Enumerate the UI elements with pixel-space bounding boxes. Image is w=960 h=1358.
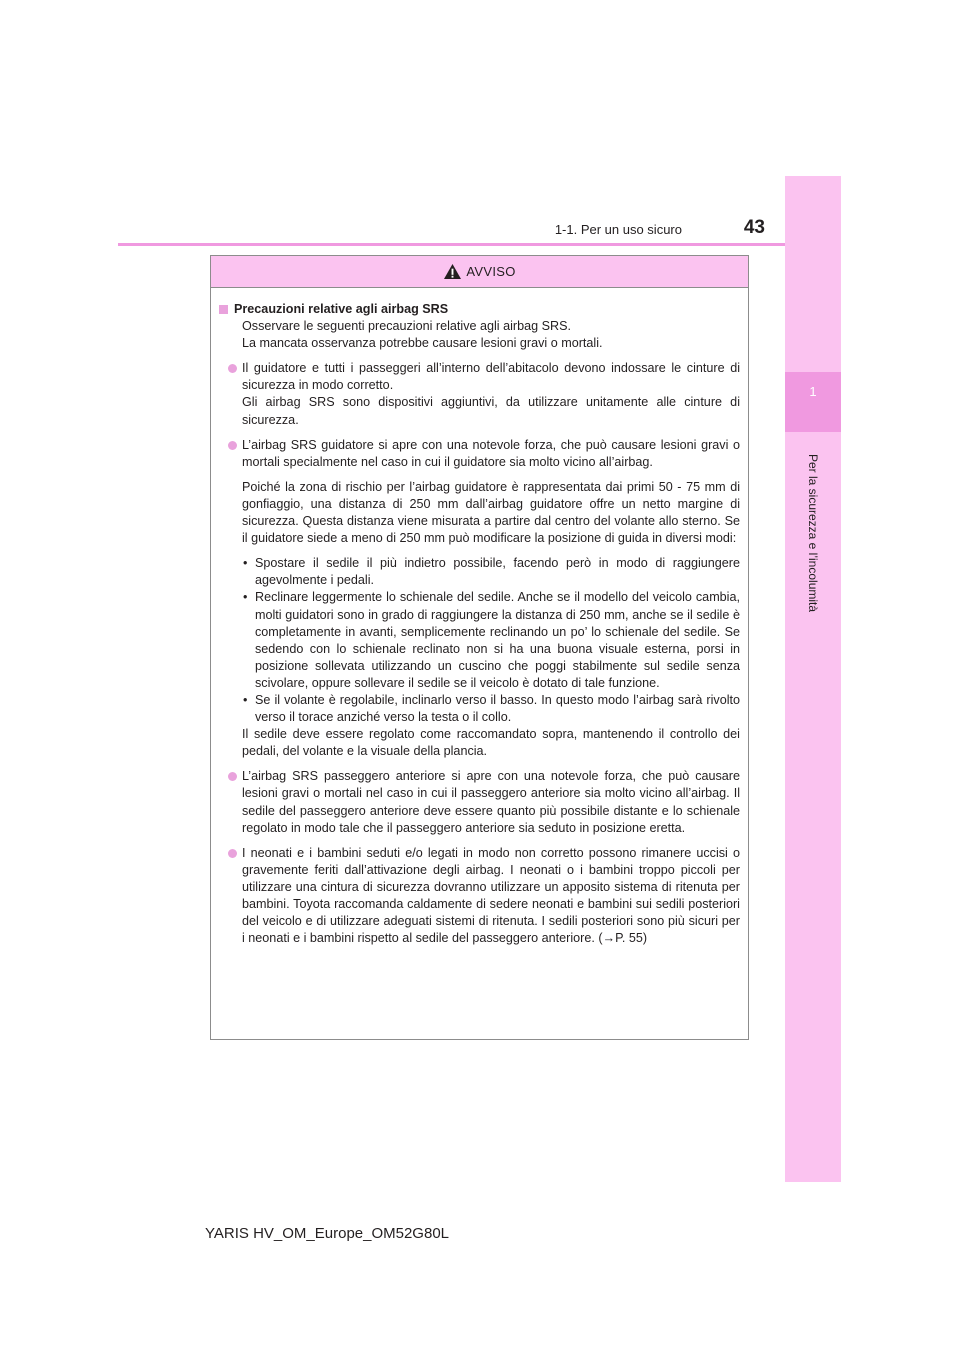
- warning-heading: Precauzioni relative agli airbag SRS: [218, 301, 740, 318]
- page-number: 43: [743, 217, 765, 238]
- section-title: 1-1. Per un uso sicuro: [554, 222, 682, 237]
- warning-box: [210, 255, 749, 1040]
- warning-content: [211, 288, 748, 947]
- sub-list: [218, 555, 740, 726]
- warning-header: [211, 256, 748, 288]
- header-rule: [118, 243, 785, 246]
- warning-triangle-icon: [443, 263, 462, 280]
- bullet-item: L’airbag SRS passeggero anteriore si apre con una notevole forza, che può causare lesioni gravi o mortali nel caso in cui il passeggero anteriore sia molto vicino all’airbag. Il sedile del passeggero anteriore deve essere quanto più possibile distante e lo schienale regolato in modo tale che il passeggero anteriore sia seduto in posizione eretta.: [218, 768, 740, 836]
- circle-bullet-icon: [228, 772, 237, 781]
- intro-text: Osservare le seguenti precauzioni relative agli airbag SRS.: [242, 319, 572, 334]
- chapter-number-box: [785, 372, 841, 432]
- list-item: • Se il volante è regolabile, inclinarlo verso il basso. In questo modo l’airbag sarà rivolto verso il torace anziché verso la testa o il collo.: [243, 692, 740, 725]
- list-item: • Spostare il sedile il più indietro possibile, facendo però in modo di raggiungere agevolmente i pedali.: [243, 556, 740, 588]
- warning-title: AVVISO: [466, 264, 516, 279]
- circle-bullet-icon: [228, 441, 237, 450]
- bullet-item: I neonati e i bambini seduti e/o legati in modo non corretto possono rimanere uccisi o gravemente feriti dall’attivazione degli airbag. I neonati o i bambini troppo piccoli per utilizzare una cintura di sicurezza dovranno utilizzare un apposito sistema di ritenuta per bambini. Toyota raccomanda caldamente di sedere neonati e bambini sui sedili posteriori del veicolo e di utilizzare adeguati sistemi di ritenuta. I sedili posteriori sono più sicuri per i neonati e i bambini rispetto al sedile del passeggero anteriore. (→P. 55): [218, 845, 740, 948]
- intro-text: La mancata osservanza potrebbe causare lesioni gravi o mortali.: [242, 336, 603, 351]
- circle-bullet-icon: [228, 364, 237, 373]
- list-item: • Reclinare leggermente lo schienale del sedile. Anche se il modello del veicolo cambia, molti guidatori sono in grado di raggiungere la distanza di 250 mm, anche se il sedile è completamente in avanti, semplicemente reclinando un po’ lo schienale del sedile. Se sedendo con lo schienale reclinato non si ha una buona visuale esterna, porsi in posizione sollevata utilizzando un cuscino che poggi stabilmente sul sedile senza scivolare, oppure sollevare il sedile se il veicolo è dotato di tale funzione.: [243, 590, 740, 690]
- chapter-number: 1: [809, 384, 817, 399]
- chapter-side-tab: [785, 176, 841, 1182]
- document-footer: YARIS HV_OM_Europe_OM52G80L: [205, 1225, 450, 1242]
- paragraph: Il sedile deve essere regolato come raccomandato sopra, mantenendo il controllo dei pedali, del volante e la visuale della plancia.: [242, 727, 740, 759]
- bullet-item: Il guidatore e tutti i passeggeri all’interno dell’abitacolo devono indossare le cinture di sicurezza in modo corretto. Gli airbag SRS sono dispositivi aggiuntivi, da utilizzare unitamente alle cinture di sicurezza.: [218, 360, 740, 428]
- square-bullet-icon: [219, 305, 228, 314]
- paragraph: Poiché la zona di rischio per l’airbag guidatore è rappresentata dai primi 50 - 75 mm di gonfiaggio, una distanza di 250 mm dall’airbag guidatore offre un netto margine di sicurezza. Questa distanza viene misurata a partire dal centro del volante allo sterno. Se il guidatore siede a meno di 250 mm può modificare la posizione di guida in diversi modi:: [242, 479, 740, 546]
- bullet-item: L’airbag SRS guidatore si apre con una notevole forza, che può causare lesioni gravi o mortali specialmente nel caso in cui il guidatore sia molto vicino all’airbag.: [218, 437, 740, 471]
- chapter-title: Per la sicurezza e l’incolumità: [806, 453, 820, 613]
- circle-bullet-icon: [228, 849, 237, 858]
